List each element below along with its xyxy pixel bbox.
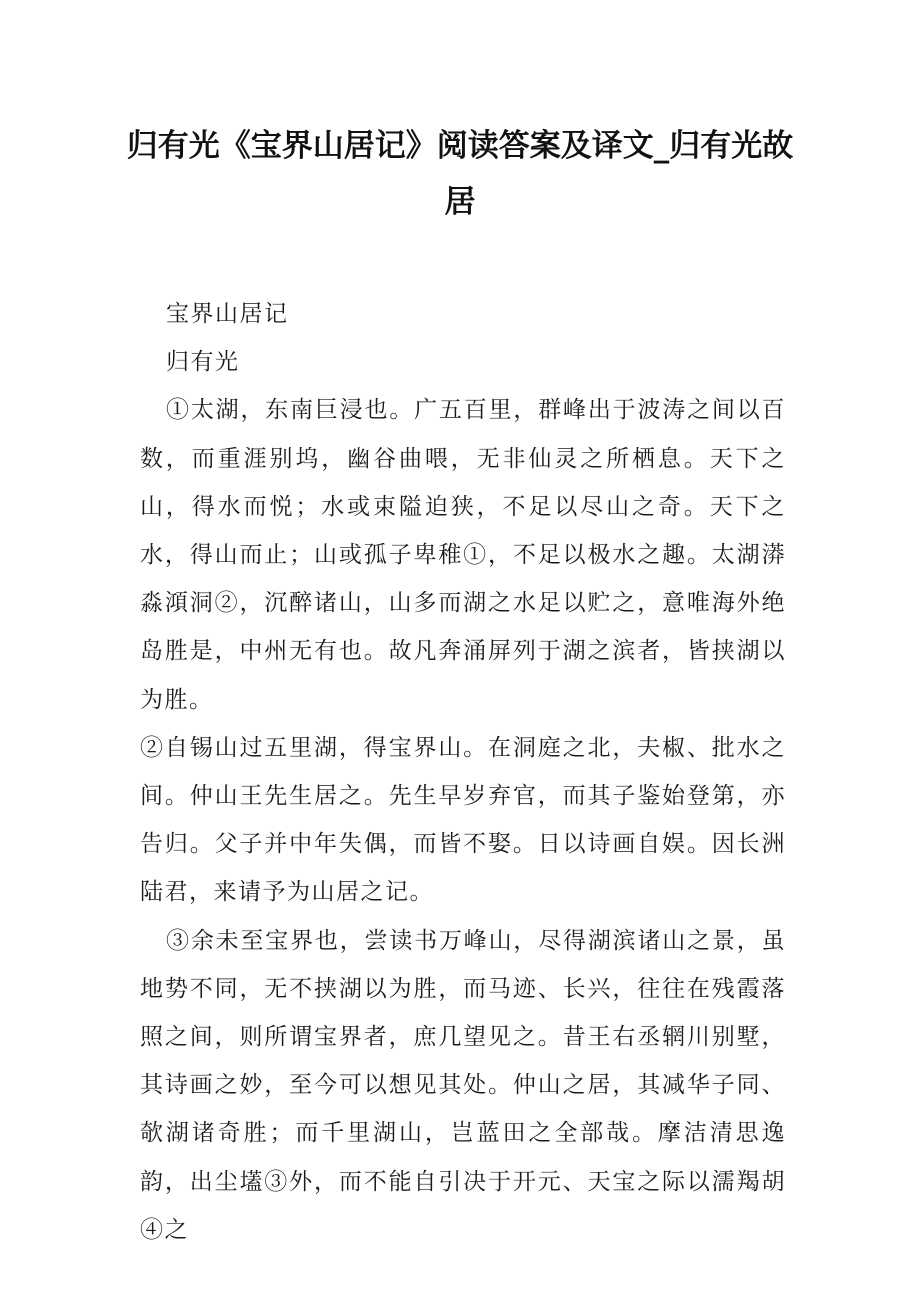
paragraph-1: ①太湖，东南巨浸也。广五百里，群峰出于波涛之间以百数，而重涯别坞，幽谷曲喂，无非仙灵之所栖息。天下之山，得水而悦；水或束隘迫狭，不足以尽山之奇。天下之水，得山而止；山或孤子卑稚①，不足以极水之趣。太湖漭淼澒洞②，沉醉诸山，山多而湖之水足以贮之，意唯海外绝岛胜是，中州无有也。故凡奔涌屏列于湖之滨者，皆挟湖以为胜。 <box>140 397 786 713</box>
page-title: 归有光《宝界山居记》阅读答案及译文_归有光故居 <box>126 128 794 220</box>
paragraph-2: ②自锡山过五里湖，得宝界山。在洞庭之北，夫椒、批水之间。仲山王先生居之。先生早岁弃官，而其子鉴始登第，亦告归。父子并中年失偶，而皆不娶。日以诗画自娱。因长洲陆君，来请予为山居之记。 <box>140 734 786 906</box>
essay-title: 宝界山居记 <box>166 301 289 327</box>
document-body <box>140 290 786 1254</box>
essay-author: 归有光 <box>166 349 240 376</box>
paragraph-3: ③余未至宝界也，尝读书万峰山，尽得湖滨诸山之景，虽地势不同，无不挟湖以为胜，而马迹、长兴，往往在残霞落照之间，则所谓宝界者，庶几望见之。昔王右丞辋川别墅，其诗画之妙，至今可以想见其处。仲山之居，其减华子同、欹湖诸奇胜；而千里湖山，岂蓝田之全部哉。摩洁清思逸韵，出尘壒③外，而不能自引决于开元、天宝之际以濡羯胡④之 <box>140 927 786 1243</box>
